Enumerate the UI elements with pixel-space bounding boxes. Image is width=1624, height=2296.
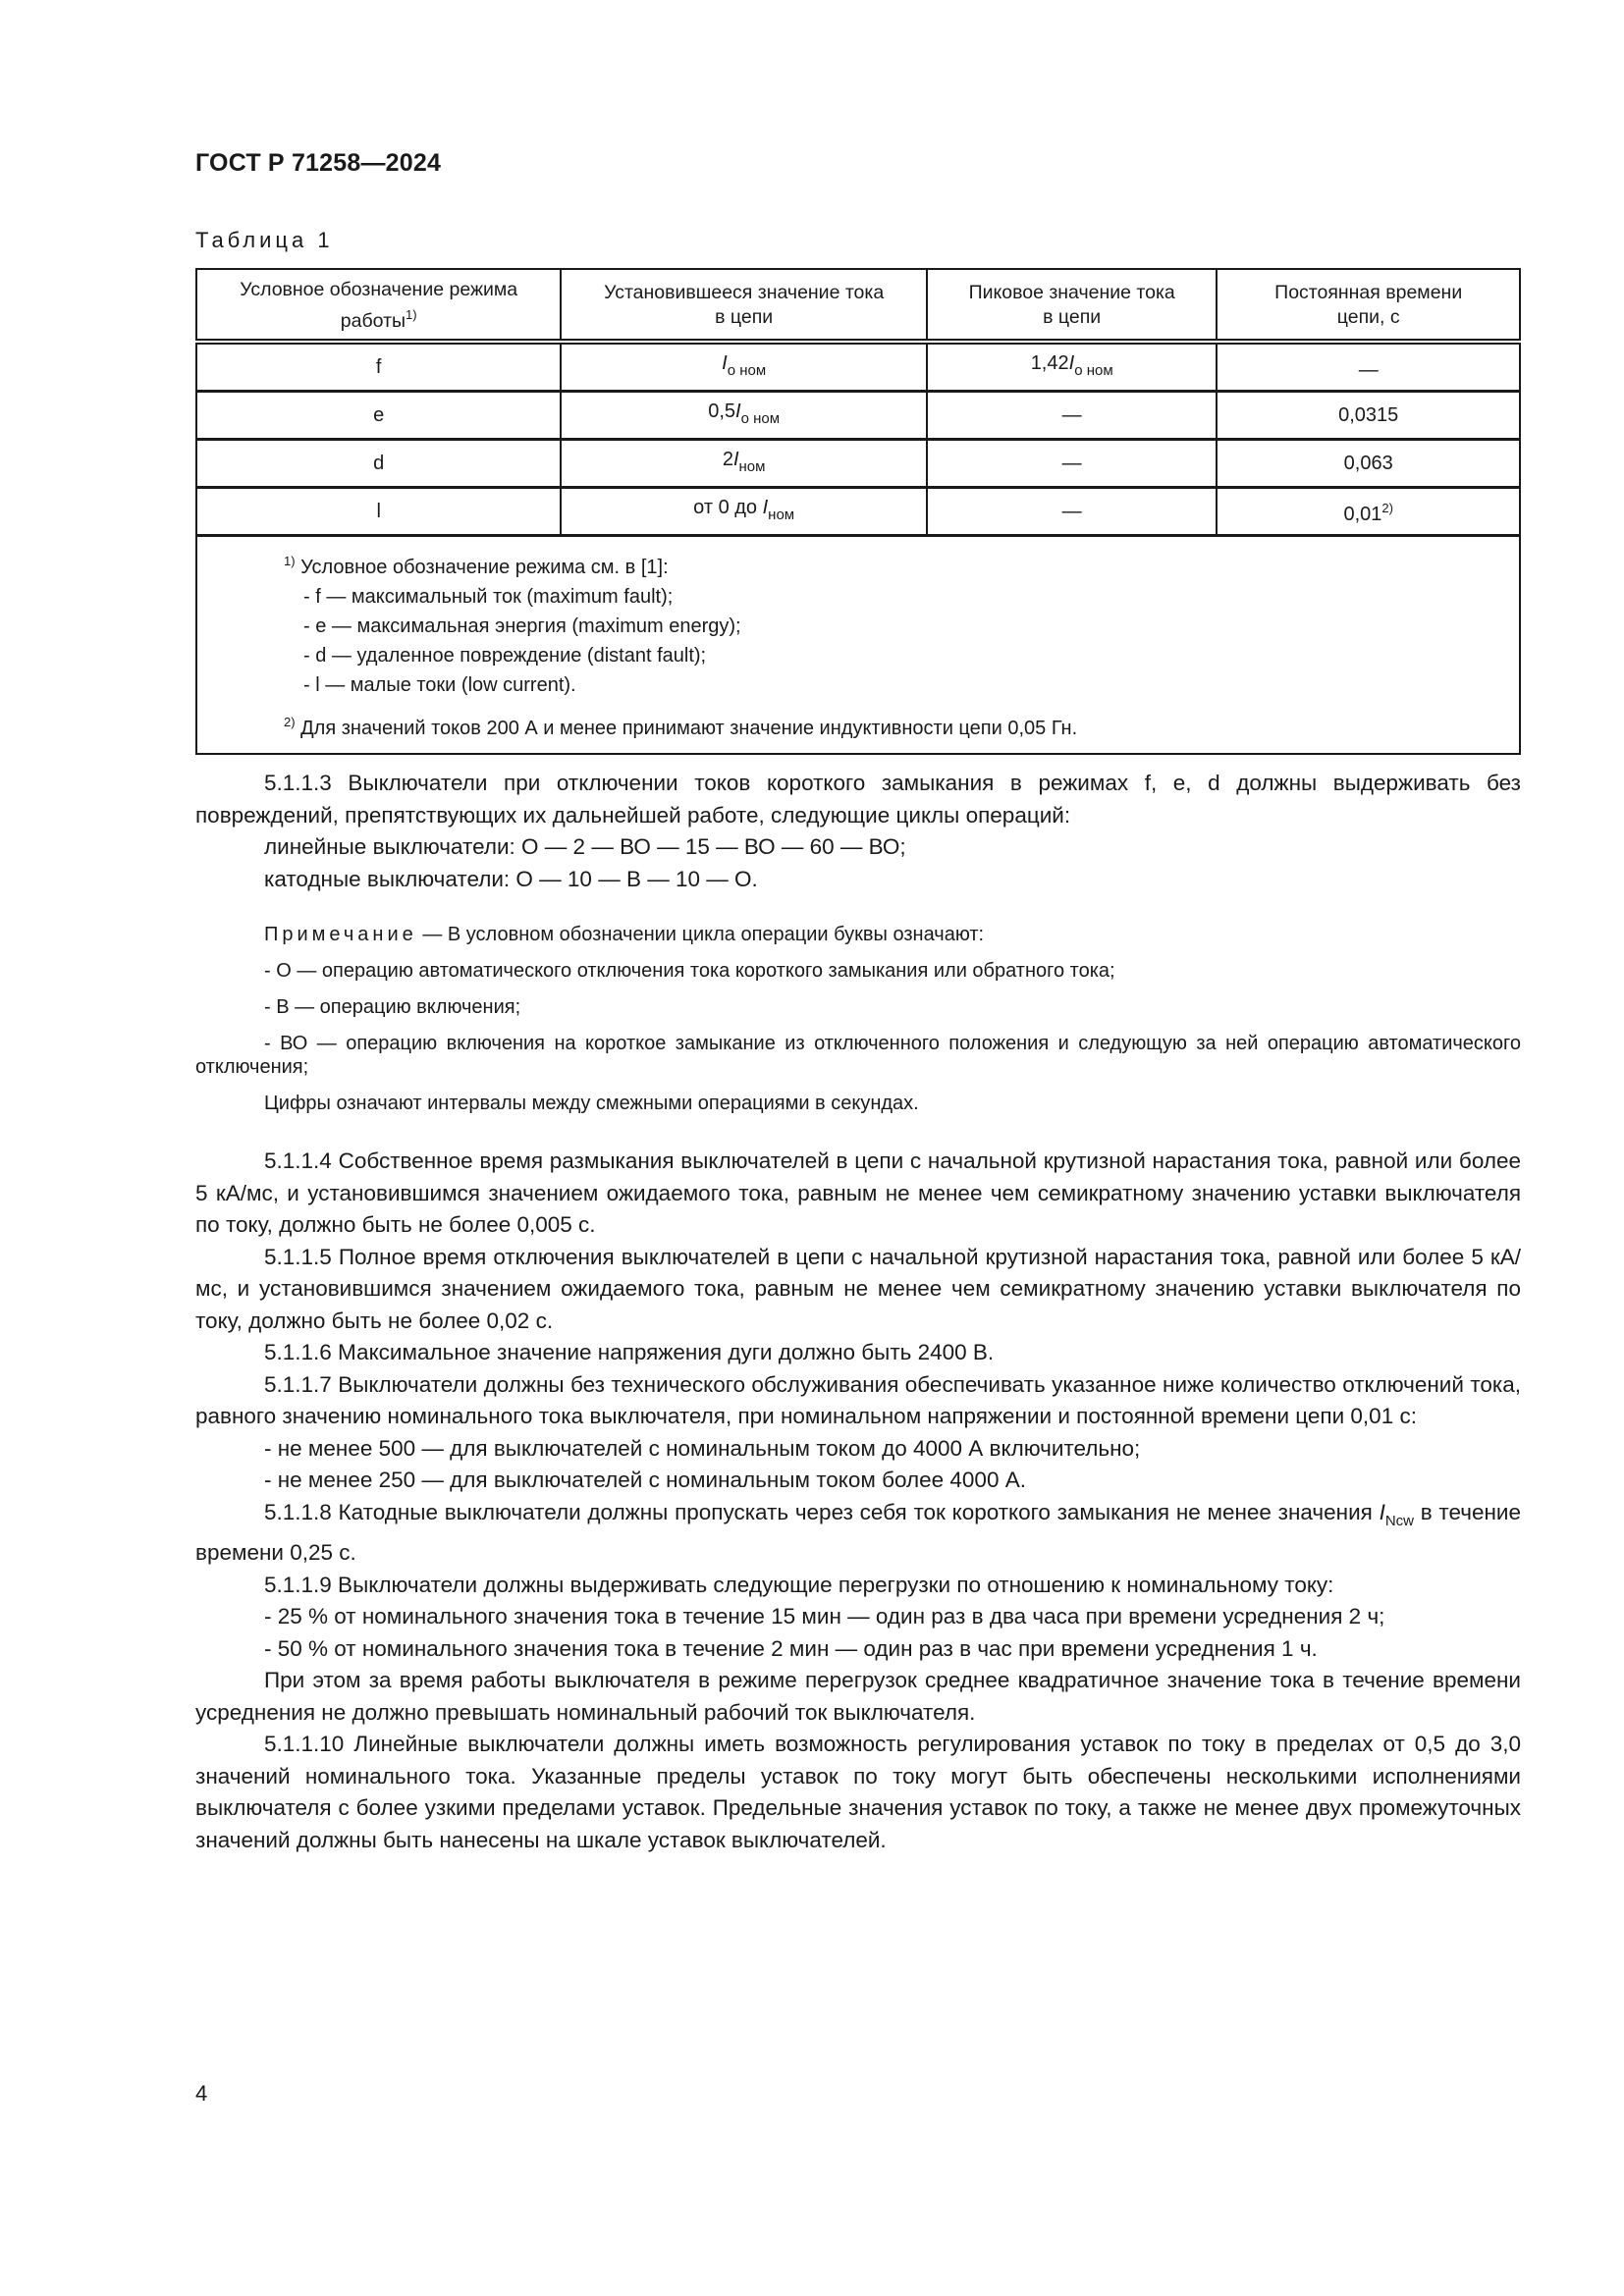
note-label: Примечание [264, 924, 417, 945]
paragraph-overload-note: При этом за время работы выключателя в режиме перегрузок среднее квадратичное значение тока в течение времени усреднения не должно превышать номинальный рабочий ток выключателя. [195, 1668, 1521, 1725]
list-item: - не менее 500 — для выключателей с номинальным током до 4000 А включительно; [264, 1435, 1141, 1461]
paragraph-5-1-1-5: 5.1.1.5 Полное время отключения выключателей в цепи с начальной крутизной нарастания тока, равной или более 5 кА/мс, и установившимся значением ожидаемого тока, равным не менее чем семикратному значению уставки выключателя по току, должно быть не более 0,02 с. [195, 1244, 1521, 1333]
cycle-line-breakers: линейные выключатели: О — 2 — ВО — 15 — ВО — 60 — ВО; [264, 834, 906, 859]
footnote-2: $^{2)}$ Для значений токов 200 А и менее принимают значение индуктивности цепи 0,05 Гн. [284, 715, 1078, 739]
document-designation: ГОСТ Р 71258—2024 [195, 149, 442, 177]
table-caption: Таблица 1 [195, 228, 334, 252]
column-header-peak-current: Пиковое значение тока в цепи [927, 269, 1218, 342]
page-number: 4 [195, 2081, 208, 2106]
footnote-item: - d — удаленное повреждение (distant fault); [303, 645, 707, 667]
footnote-item: - e — максимальная энергия (maximum energy); [303, 615, 741, 637]
section-5-1-1-3 [195, 768, 1521, 895]
cell-mode: l [196, 488, 561, 536]
cycle-cathode-breakers: катодные выключатели: О — 10 — В — 10 — О. [264, 866, 758, 891]
paragraph-5-1-1-6: 5.1.1.6 Максимальное значение напряжения дуги должно быть 2400 В. [264, 1340, 995, 1364]
paragraph-5-1-1-4: 5.1.1.4 Собственное время размыкания выключателей в цепи с начальной крутизной нарастания тока, равной или более 5 кА/мс, и установившимся значением ожидаемого тока, равным не менее чем семикратному значению уставки выключателя по току, должно быть не более 0,005 с. [195, 1148, 1521, 1237]
note-item: - В — операцию включения; [264, 996, 521, 1018]
cell-steady-current: $0,5I_{о ном}$ [561, 392, 927, 440]
cell-peak-current: — [927, 392, 1218, 440]
cell-steady-current: $2I_{ном}$ [561, 440, 927, 488]
note-tail: Цифры означают интервалы между смежными операциями в секундах. [264, 1093, 919, 1114]
column-header-steady-current: Установившееся значение тока в цепи [561, 269, 927, 342]
paragraph-5-1-1-7: 5.1.1.7 Выключатели должны без технического обслуживания обеспечивать указанное ниже количество отключений тока, равного значению номинального тока выключателя, при номинальном напряжении и постоянной времени цепи 0,01 с: [195, 1371, 1521, 1428]
sections-5-1-1-4-to-10 [195, 1146, 1521, 1856]
cell-mode: d [196, 440, 561, 488]
cell-peak-current: $1,42I_{о ном}$ [927, 342, 1218, 392]
paragraph-5-1-1-9: 5.1.1.9 Выключатели должны выдерживать следующие перегрузки по отношению к номинальному току: [264, 1572, 1334, 1597]
cell-time-constant: — [1217, 342, 1520, 392]
note-item: - ВО — операцию включения на короткое замыкание из отключенного положения и следующую за ней операцию автоматического отключения; [195, 1033, 1521, 1078]
table-footnotes [196, 536, 1520, 755]
column-header-mode: Условное обозначение режима работы$^{1)}$ [196, 269, 561, 342]
table-row [196, 392, 1520, 440]
cell-mode: e [196, 392, 561, 440]
footnote-item: - l — малые токи (low current). [303, 674, 576, 696]
table-header-row [196, 269, 1520, 342]
cell-peak-current: — [927, 440, 1218, 488]
paragraph-5-1-1-8: 5.1.1.8 Катодные выключатели должны пропускать через себя ток короткого замыкания не менее значения $I_{Ncw}$ в течение времени 0,25 с. [195, 1499, 1521, 1565]
table-row [196, 440, 1520, 488]
cell-time-constant: 0,063 [1217, 440, 1520, 488]
list-item: - 25 % от номинального значения тока в течение 15 мин — один раз в два часа при времени усреднения 2 ч; [264, 1604, 1385, 1629]
footnote-item: - f — максимальный ток (maximum fault); [303, 586, 674, 608]
cell-steady-current: $I_{о ном}$ [561, 342, 927, 392]
cell-time-constant: 0,0315 [1217, 392, 1520, 440]
cell-peak-current: — [927, 488, 1218, 536]
list-item: - не менее 250 — для выключателей с номинальным током более 4000 А. [264, 1468, 1026, 1492]
paragraph: 5.1.1.3 Выключатели при отключении токов короткого замыкания в режимах f, e, d должны выдерживать без повреждений, препятствующих их дальнейшей работе, следующие циклы операций: [195, 771, 1521, 828]
footnote-1: $^{1)}$ Условное обозначение режима см. в [1]: [284, 554, 669, 578]
table-footnotes-row [196, 536, 1520, 755]
note-intro: — В условном обозначении цикла операции буквы означают: [416, 924, 985, 945]
column-header-time-constant: Постоянная времени цепи, с [1217, 269, 1520, 342]
note-block [195, 923, 1521, 1128]
cell-mode: f [196, 342, 561, 392]
paragraph-5-1-1-10: 5.1.1.10 Линейные выключатели должны иметь возможность регулирования уставок по току в пределах от 0,5 до 3,0 значений номинального тока. Указанные пределы уставок по току могут быть обеспечены несколькими исполнениями выключателя с более узкими пределами уставок. Предельные значения уставок по току, а также не менее двух промежуточных значений должны быть нанесены на шкале уставок выключателей. [195, 1732, 1521, 1852]
footnote-ref: 1) [406, 306, 417, 322]
table-row [196, 488, 1520, 536]
table-1 [195, 268, 1521, 755]
cell-steady-current: от 0 до $I_{ном}$ [561, 488, 927, 536]
note-item: - О — операцию автоматического отключения тока короткого замыкания или обратного тока; [264, 960, 1115, 982]
list-item: - 50 % от номинального значения тока в течение 2 мин — один раз в час при времени усреднения 1 ч. [264, 1635, 1318, 1661]
table-row [196, 342, 1520, 392]
cell-time-constant: 0,01$^{2)}$ [1217, 488, 1520, 536]
